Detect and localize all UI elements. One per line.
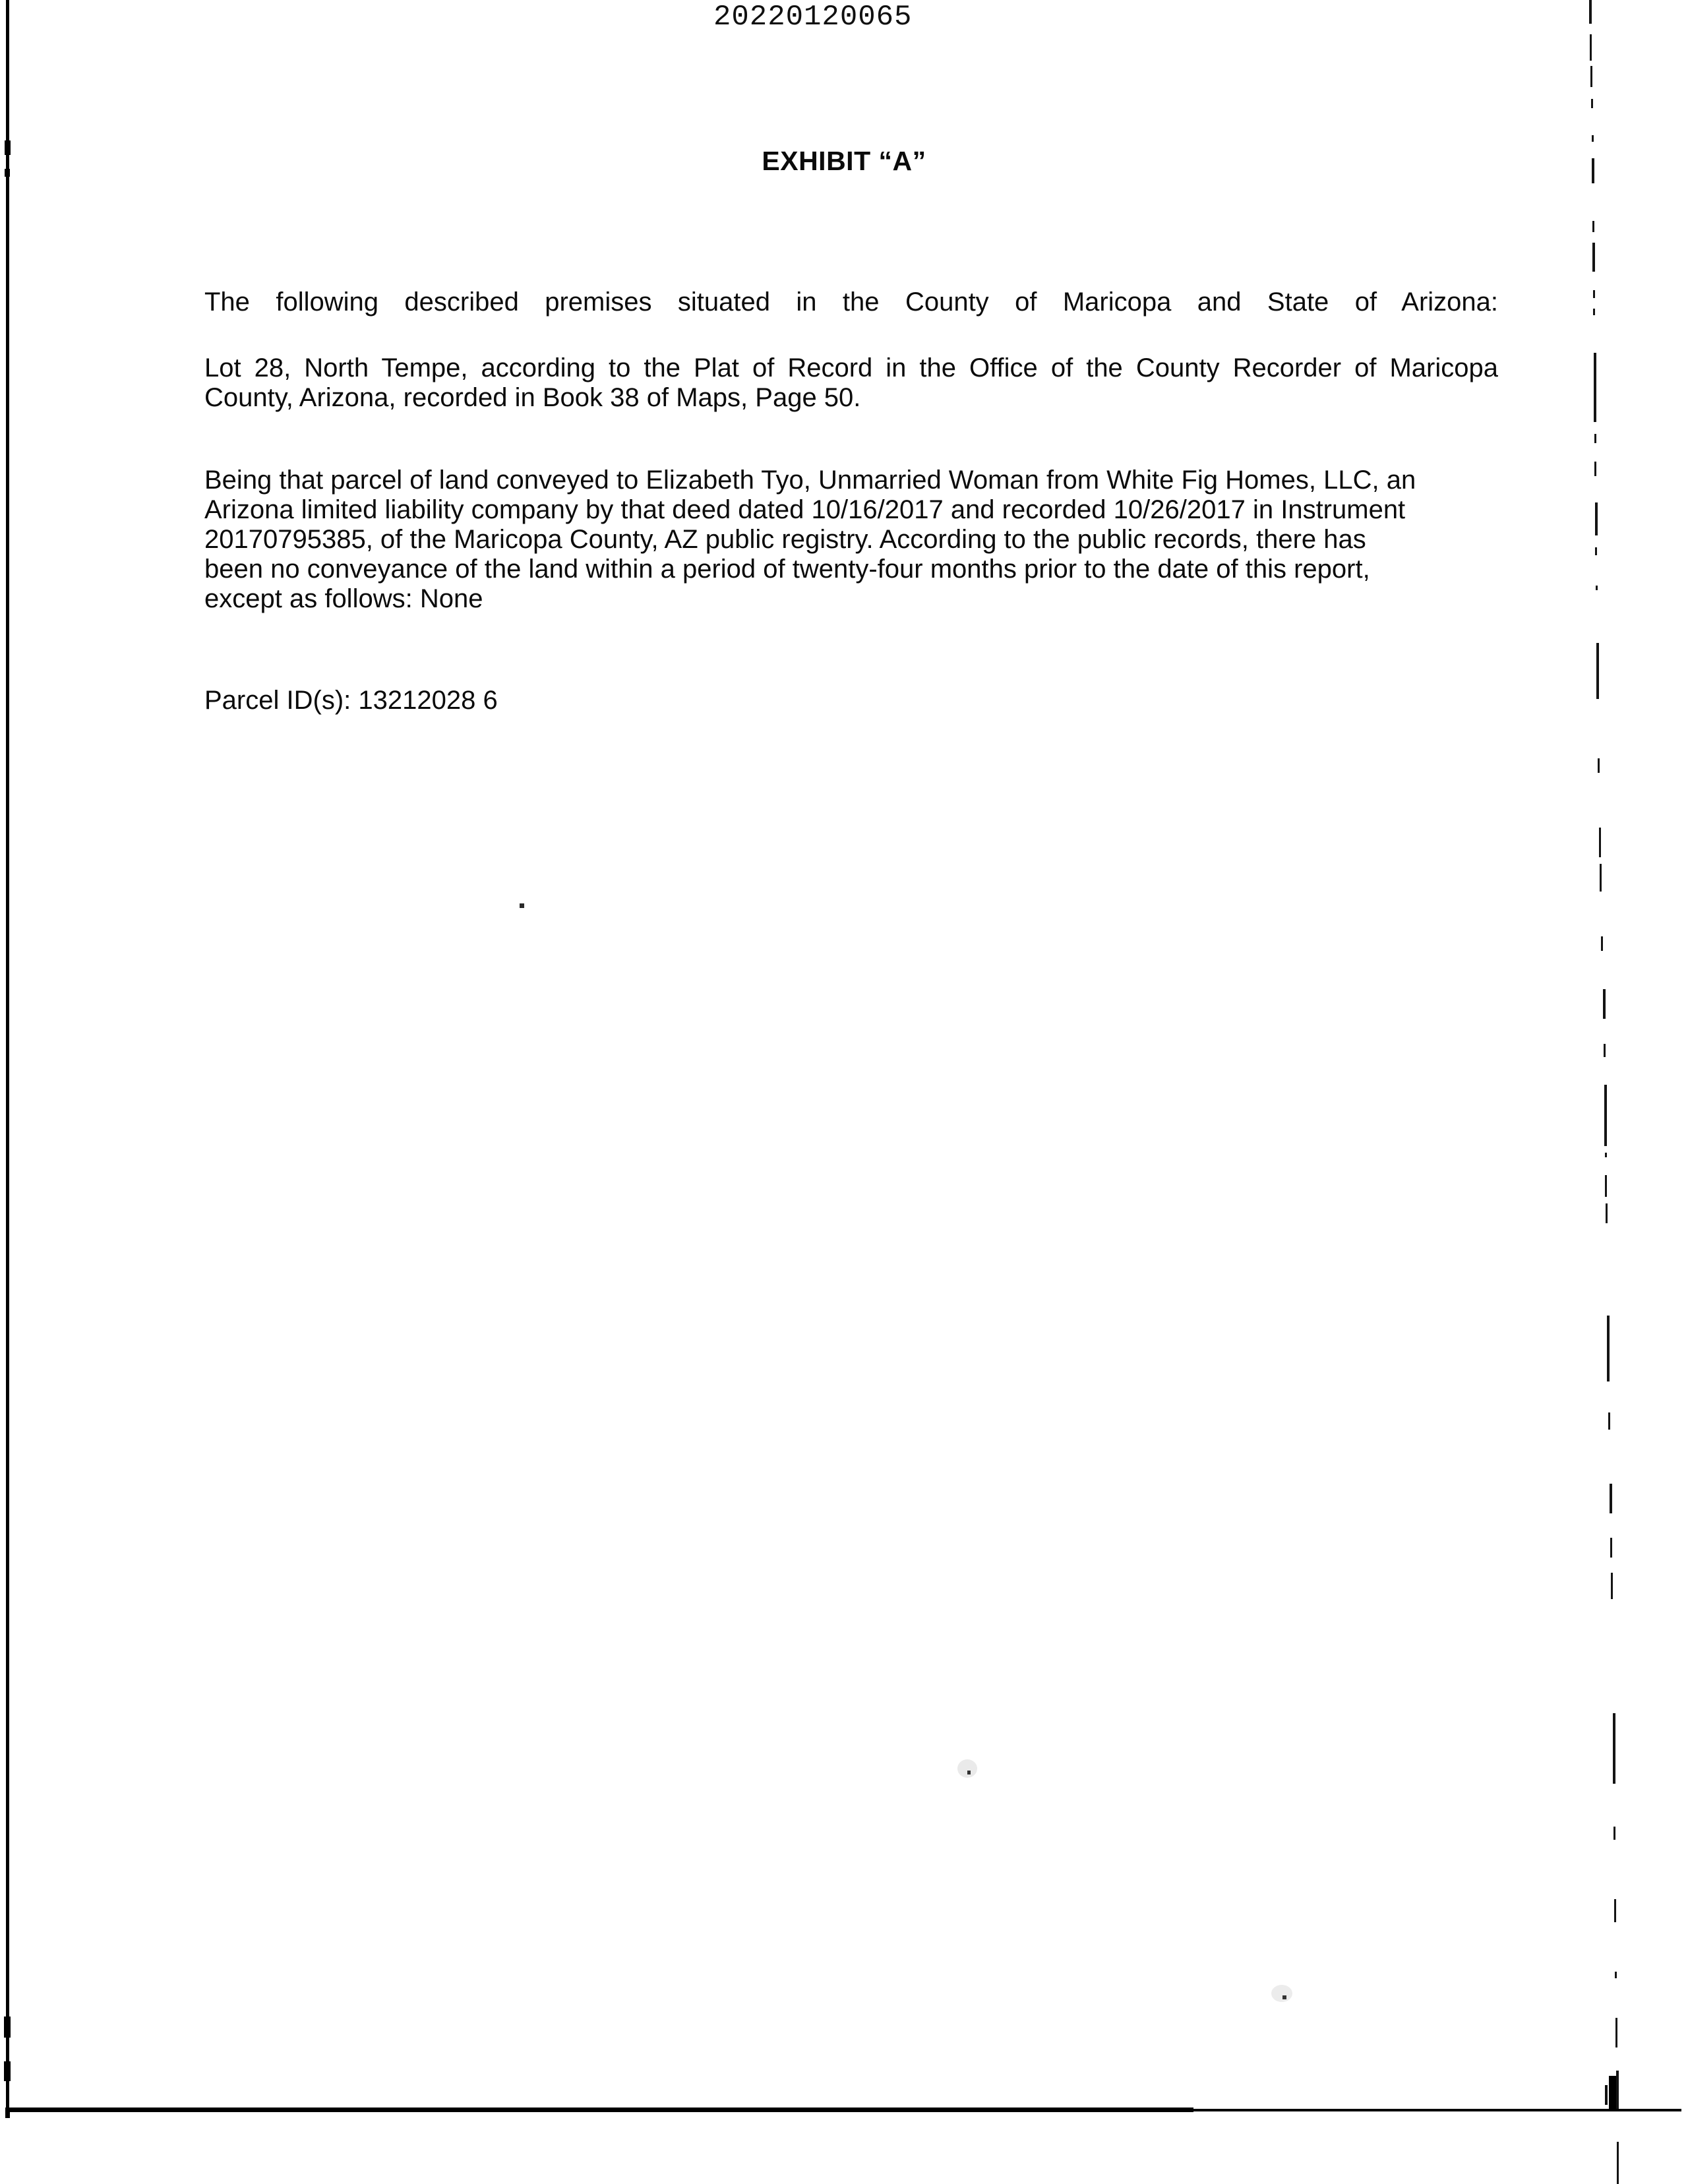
bottom-left-corner-artifact: [5, 2108, 10, 2118]
legal-description-paragraph: [204, 353, 1498, 413]
right-edge-dashed-scan-line: [1584, 0, 1623, 2184]
legal-description-line: County, Arizona, recorded in Book 38 of Maps, Page 50.: [204, 383, 861, 412]
scan-speck: [1282, 1995, 1286, 1999]
conveyance-line: except as follows: None: [204, 584, 483, 613]
parcel-id-row: [204, 686, 1498, 715]
left-edge-scan-blob: [4, 2017, 11, 2038]
scan-speck: [520, 903, 524, 908]
recording-number: 20220120065: [713, 1, 913, 34]
conveyance-line: been no conveyance of the land within a period of twenty-four months prior to the date of this report,: [204, 555, 1370, 584]
exhibit-title: EXHIBIT “A”: [762, 146, 926, 176]
left-edge-scan-blob: [4, 2061, 11, 2081]
intro-paragraph-line: The following described premises situated in the County of Maricopa and State of Arizona:: [204, 288, 1498, 317]
scan-speck-halo: [1271, 1985, 1292, 2002]
parcel-id-value: 13212028 6: [358, 686, 498, 715]
conveyance-line: 20170795385, of the Maricopa County, AZ public registry. According to the public records, there has: [204, 525, 1366, 554]
left-edge-scan-line: [6, 0, 9, 2112]
parcel-id-label: Parcel ID(s):: [204, 686, 351, 715]
legal-description-line: Lot 28, North Tempe, according to the Plat of Record in the Office of the County Recorder of Maricopa: [204, 353, 1498, 382]
conveyance-paragraph: [204, 466, 1498, 614]
bottom-edge-scan-line: [7, 2108, 1193, 2112]
conveyance-line: Arizona limited liability company by that deed dated 10/16/2017 and recorded 10/26/2017 in Instrument: [204, 495, 1406, 524]
scan-speck: [967, 1771, 971, 1774]
intro-paragraph: [204, 288, 1498, 317]
conveyance-line: Being that parcel of land conveyed to Elizabeth Tyo, Unmarried Woman from White Fig Homes, LLC, an: [204, 466, 1416, 495]
scan-speck-halo: [957, 1759, 977, 1778]
